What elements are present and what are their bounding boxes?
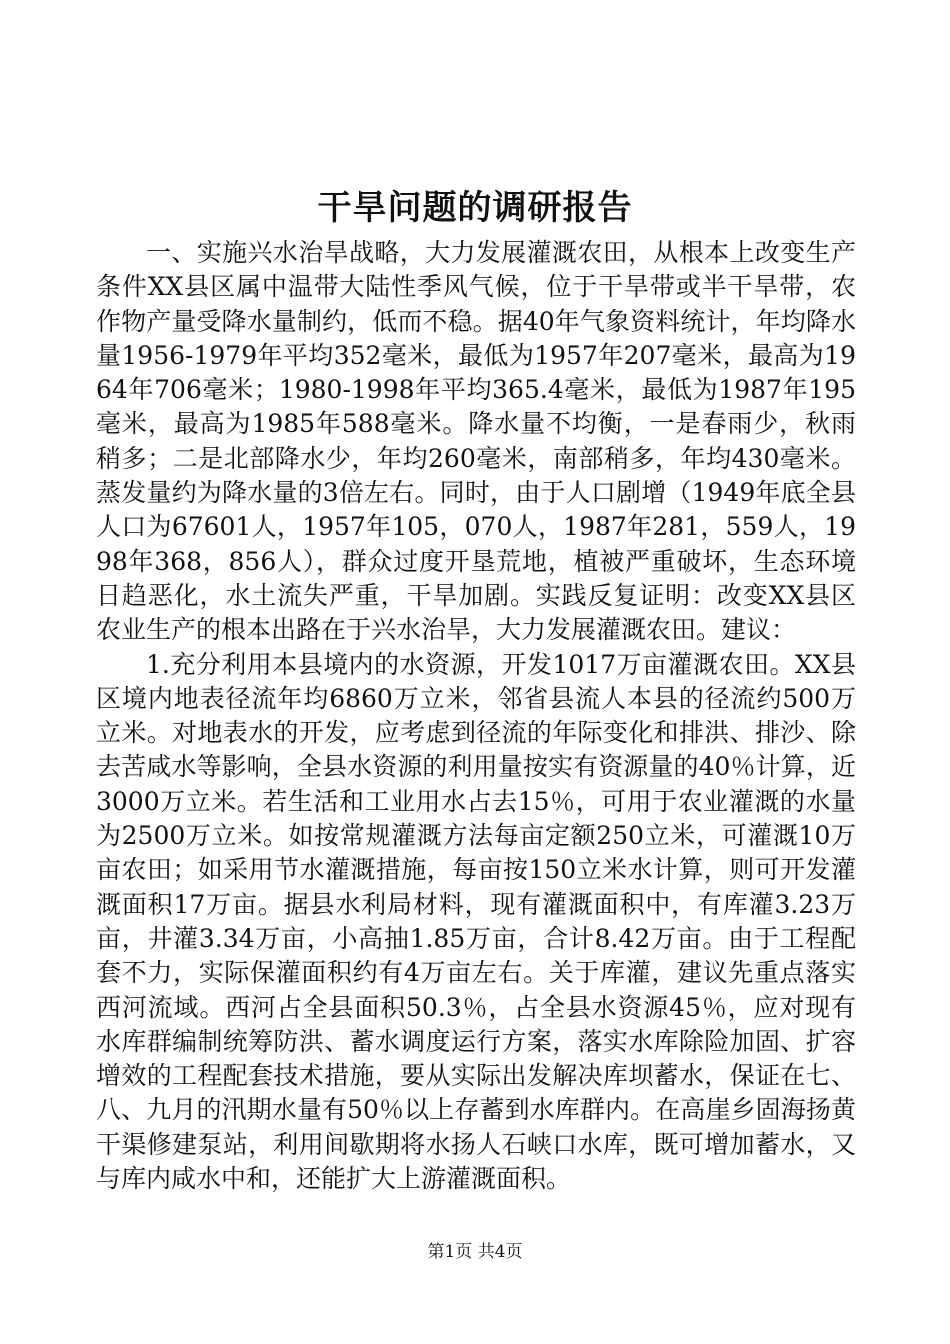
page-number-footer: 第1页 共4页 (427, 1242, 523, 1262)
paragraph-drought-strategy: 一、实施兴水治旱战略，大力发展灌溉农田，从根本上改变生产条件XX县区属中温带大陆性季风气候，位于干旱带或半干旱带，农作物产量受降水量制约，低而不稳。据40年气象资料统计，年均降水量1956-1979年平均352毫米，最低为1957年207毫米，最高为1964年706毫米；1980-1998年平均365.4毫米，最低为1987年195毫米，最高为1985年588毫米。降水量不均衡，一是春雨少，秋雨稍多；二是北部降水少，年均260毫米，南部稍多，年均430毫米。蒸发量约为降水量的3倍左右。同时，由于人口剧增（1949年底全县人口为67601人，1957年105，070人，1987年281，559人，1998年368，856人），群众过度开垦荒地，植被严重破坏，生态环境日趋恶化，水土流失严重，干旱加剧。实践反复证明：改变XX县区农业生产的根本出路在于兴水治旱，大力发展灌溉农田。建议： (96, 238, 856, 645)
document-title: 干旱问题的调研报告 (317, 188, 633, 228)
document-body (96, 236, 856, 1196)
paragraph-water-resources: 1.充分利用本县境内的水资源，开发1017万亩灌溉农田。XX县区境内地表径流年均6860万立米，邻省县流人本县的径流约500万立米。对地表水的开发，应考虑到径流的年际变化和排洪、排沙、除去苦咸水等影响，全县水资源的利用量按实有资源量的40％计算，近3000万立米。若生活和工业用水占去15％，可用于农业灌溉的水量为2500万立米。如按常规灌溉方法每亩定额250立米，可灌溉10万亩农田；如采用节水灌溉措施，每亩按150立米水计算，则可开发灌溉面积17万亩。据县水利局材料，现有灌溉面积中，有库灌3.23万亩，井灌3.34万亩，小高抽1.85万亩，合计8.42万亩。由于工程配套不力，实际保灌面积约有4万亩左右。关于库灌，建议先重点落实西河流域。西河占全县面积50.3％，占全县水资源45％，应对现有水库群编制统筹防洪、蓄水调度运行方案，落实水库除险加固、扩容增效的工程配套技术措施，要从实际出发解决库坝蓄水，保证在七、八、九月的汛期水量有50％以上存蓄到水库群内。在高崖乡固海扬黄干渠修建泵站，利用间歇期将水扬人石峡口水库，既可增加蓄水，又与库内咸水中和，还能扩大上游灌溉面积。 (96, 649, 856, 1194)
